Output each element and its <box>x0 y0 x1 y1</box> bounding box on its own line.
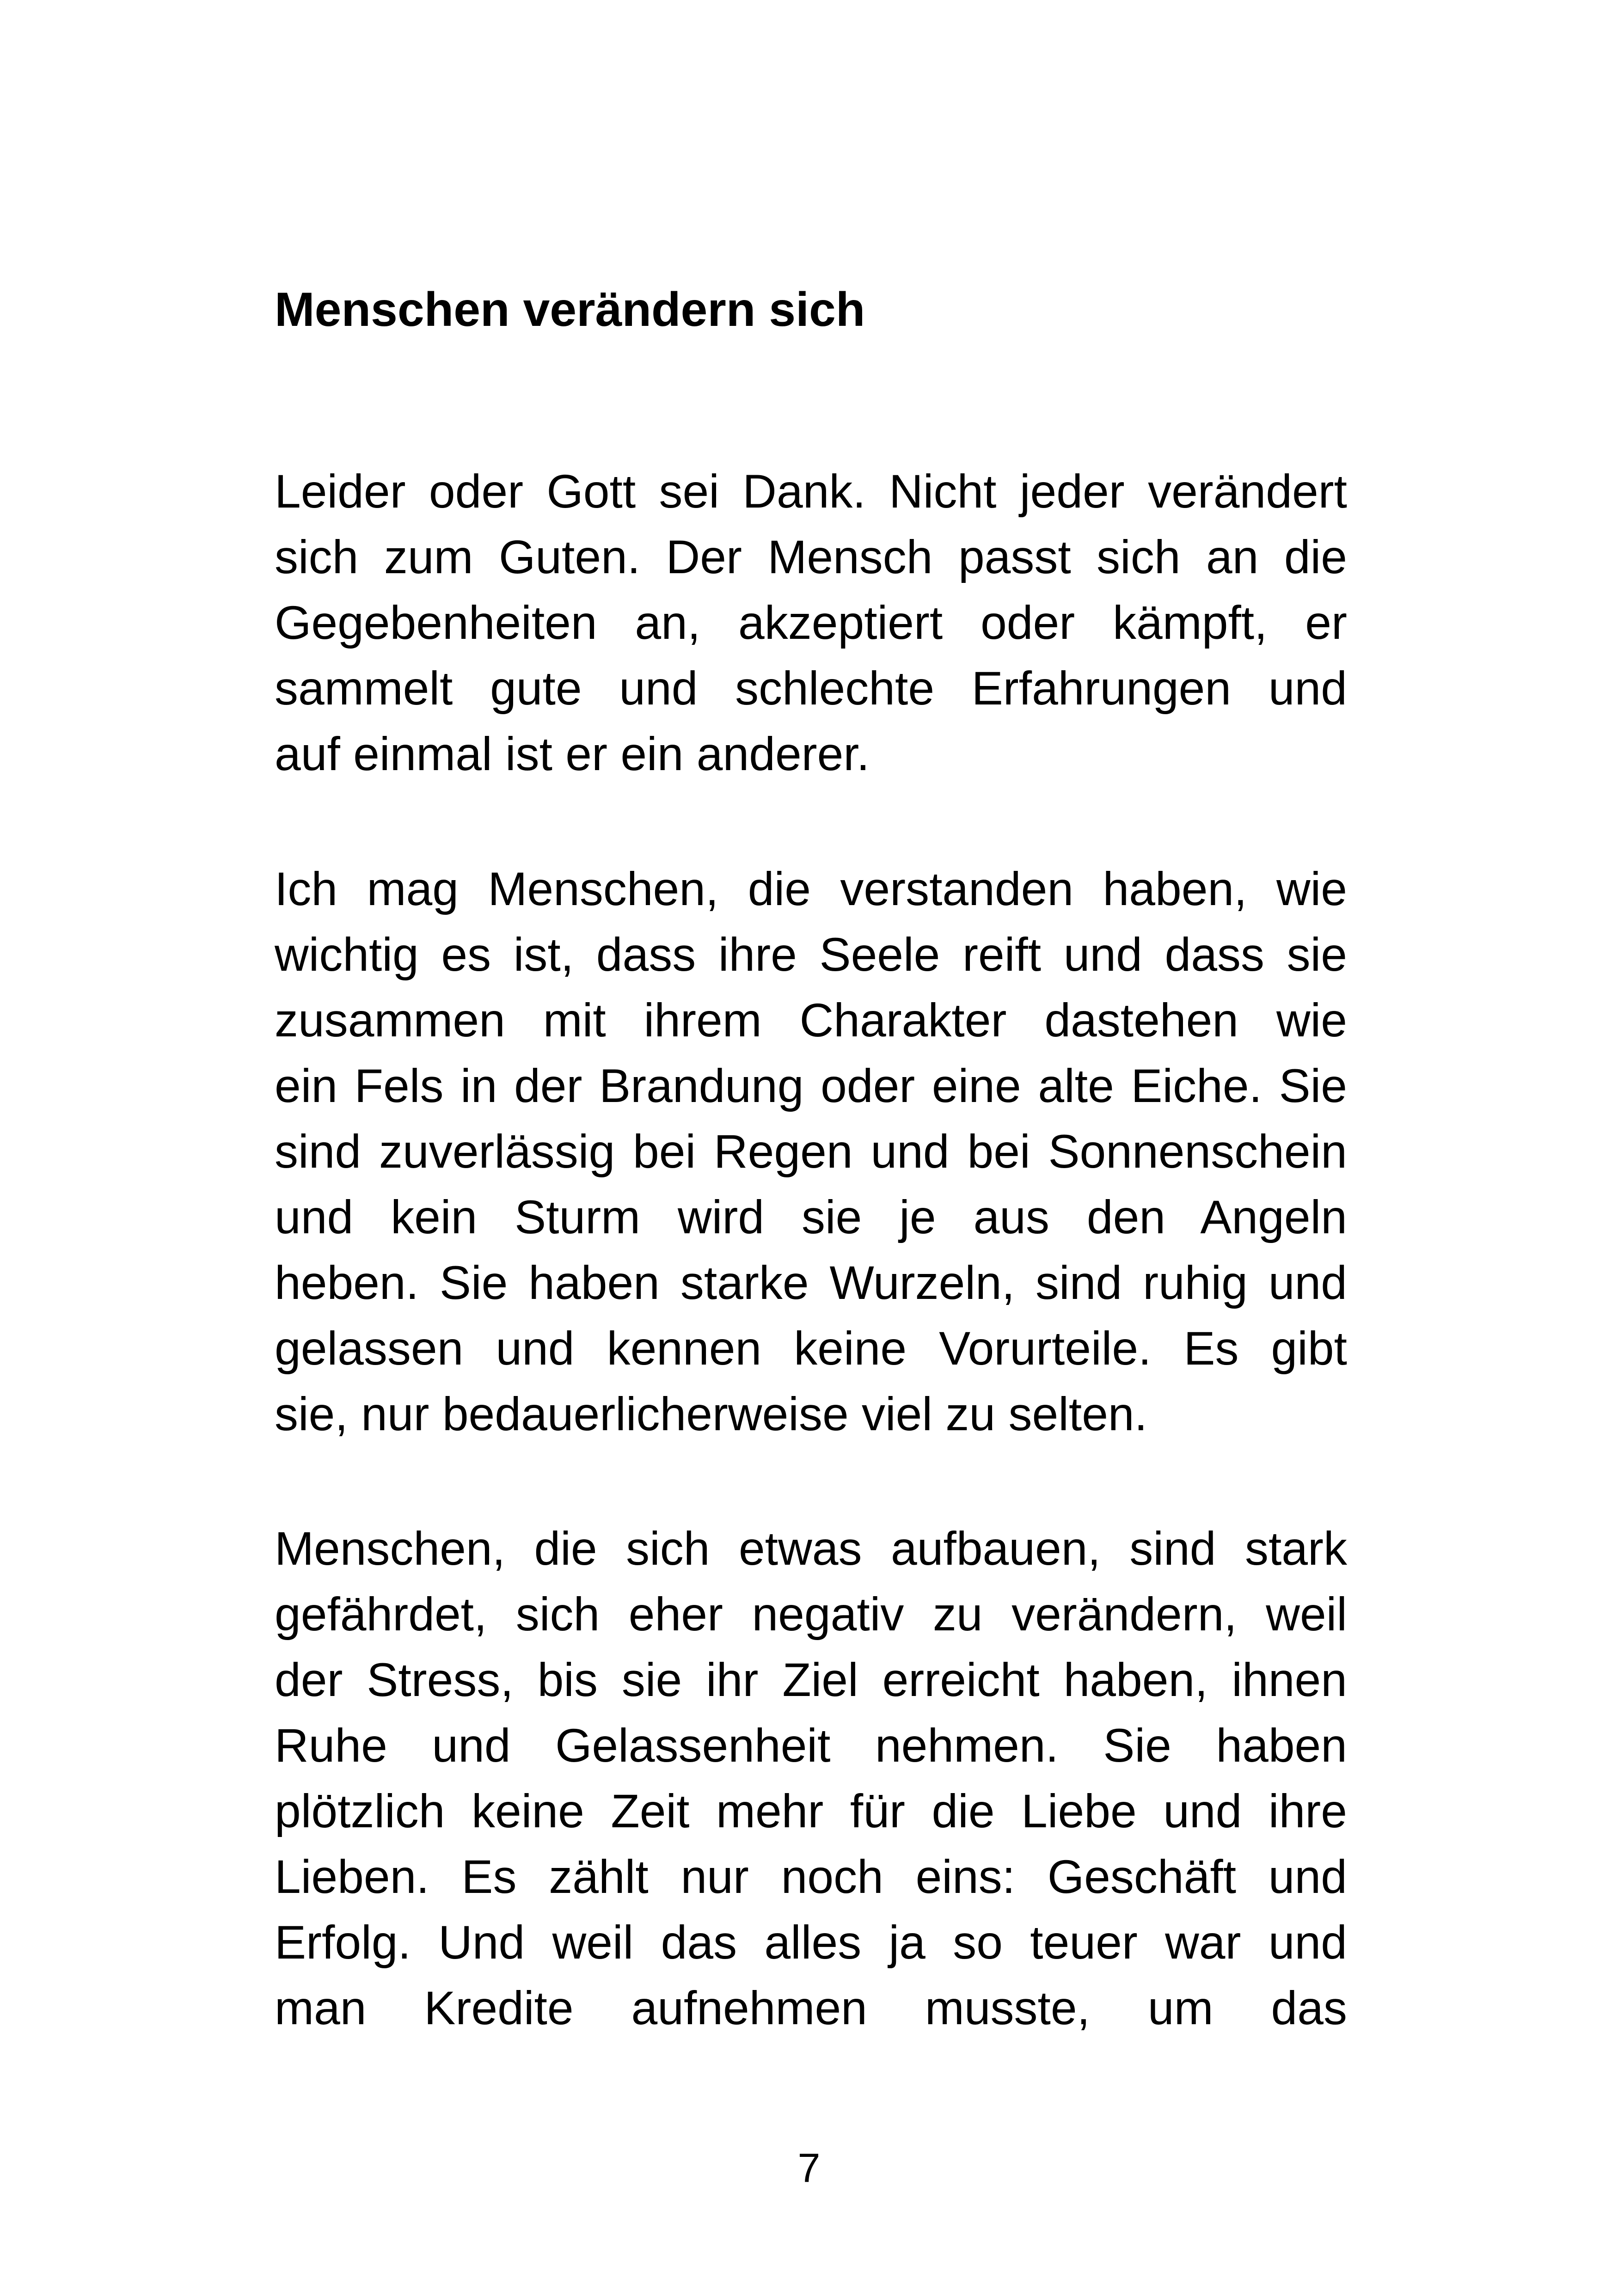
text-line: Erfolg. Und weil das alles ja so teuer war und <box>275 1916 1347 1969</box>
text-line: Leider oder Gott sei Dank. Nicht jeder verändert <box>275 465 1347 518</box>
paragraph-2 <box>275 856 1347 1447</box>
paragraph-3 <box>275 1516 1347 2041</box>
text-line: sich zum Guten. Der Mensch passt sich an die <box>275 531 1347 583</box>
page-number: 7 <box>797 2145 821 2191</box>
text-line: sind zuverlässig bei Regen und bei Sonnenschein <box>275 1125 1347 1178</box>
text-line: auf einmal ist er ein anderer. <box>275 728 870 780</box>
text-line: sammelt gute und schlechte Erfahrungen und <box>275 662 1347 715</box>
text-line: wichtig es ist, dass ihre Seele reift und dass sie <box>275 928 1347 981</box>
paragraph-1 <box>275 459 1347 787</box>
text-line: man Kredite aufnehmen musste, um das <box>275 1982 1347 2034</box>
text-line: gefährdet, sich eher negativ zu verändern, weil <box>275 1588 1347 1641</box>
text-line: zusammen mit ihrem Charakter dastehen wie <box>275 994 1347 1047</box>
text-line: sie, nur bedauerlicherweise viel zu selten. <box>275 1388 1147 1440</box>
page-title: Menschen verändern sich <box>275 283 865 337</box>
text-line: Gegebenheiten an, akzeptiert oder kämpft, er <box>275 596 1347 649</box>
text-line: Menschen, die sich etwas aufbauen, sind stark <box>275 1522 1347 1575</box>
text-line: heben. Sie haben starke Wurzeln, sind ruhig und <box>275 1256 1347 1309</box>
text-line: gelassen und kennen keine Vorurteile. Es gibt <box>275 1322 1347 1375</box>
text-line: Ich mag Menschen, die verstanden haben, wie <box>275 863 1347 915</box>
text-line: ein Fels in der Brandung oder eine alte Eiche. Sie <box>275 1059 1347 1112</box>
text-line: der Stress, bis sie ihr Ziel erreicht haben, ihnen <box>275 1653 1347 1706</box>
text-line: plötzlich keine Zeit mehr für die Liebe und ihre <box>275 1785 1347 1837</box>
text-line: Lieben. Es zählt nur noch eins: Geschäft und <box>275 1850 1347 1903</box>
text-line: und kein Sturm wird sie je aus den Angeln <box>275 1191 1347 1243</box>
text-line: Ruhe und Gelassenheit nehmen. Sie haben <box>275 1719 1347 1772</box>
